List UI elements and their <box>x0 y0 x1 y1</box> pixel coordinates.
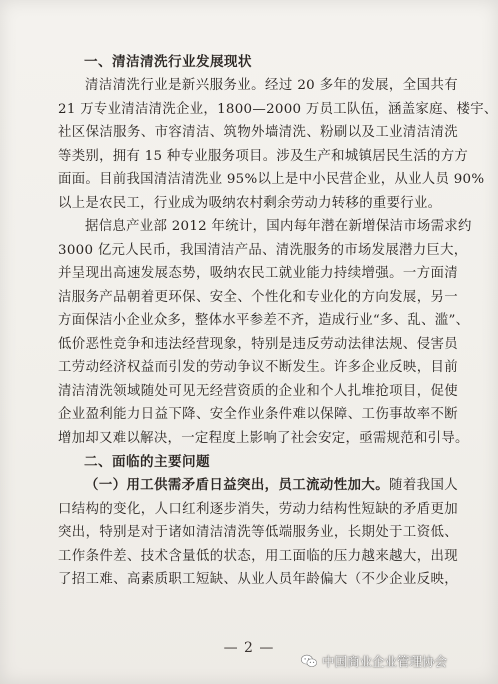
section-heading-1: 一、清洁清洗行业发展现状 <box>84 54 252 70</box>
text-line: 洁服务产品朝着更环保、安全、个性化和专业化的方向发展，另一 <box>58 289 458 305</box>
document-body <box>58 50 498 592</box>
text-line: 突出，特别是对于诸如清洁清洗等低端服务业，长期处于工资低、 <box>58 525 458 540</box>
watermark <box>300 652 447 670</box>
text-line: 3000 亿元人民币，我国清洁产品、清洗服务的市场发展潜力巨大， <box>58 242 468 258</box>
subheading-1-continuation: 随着我国人 <box>389 478 458 493</box>
text-line: 方面保洁小企业众多，整体水平参差不齐，造成行业“多、乱、滥”、 <box>58 313 470 328</box>
paragraph-1 <box>58 74 498 215</box>
wechat-icon <box>300 654 318 668</box>
text-line: 社区保洁服务、市容清洁、筑物外墙清洗、粉刷以及工业清洁清洗 <box>58 125 458 140</box>
watermark-text: 中国商业企业管理协会 <box>322 654 448 669</box>
text-line: 了招工难、高素质职工短缺、从业人员年龄偏大（不少企业反映， <box>58 572 458 587</box>
text-line: 清洁清洗行业是新兴服务业。经过 20 多年的发展，全国共有 <box>85 78 458 93</box>
text-line: 清洁清洗领域随处可见无经营资质的企业和个人扎堆抢项目，促使 <box>58 383 458 399</box>
text-line: 面面。目前我国清洁清洗业 95%以上是中小民营企业，从业人员 90% <box>58 172 485 187</box>
text-line: 以上是农民工，行业成为吸纳农村剩余劳动力转移的重要行业。 <box>58 195 442 211</box>
text-line: 21 万专业清洁清洗企业，1800—2000 万员工队伍，涵盖家庭、楼宇、 <box>58 101 498 117</box>
page-number: — 2 — <box>223 640 275 656</box>
text-line: 工作条件差、技术含量低的状态，用工面临的压力越来越大，出现 <box>58 548 458 564</box>
text-line: 口结构的变化，人口红利逐步消失，劳动力结构性短缺的矛盾更加 <box>58 501 458 517</box>
text-line: 据信息产业部 2012 年统计，国内每年潜在新增保洁市场需求约 <box>85 219 472 234</box>
text-line: 增加却又难以解决，一定程度上影响了社会安定，亟需规范和引导。 <box>58 430 469 446</box>
text-line: 低价恶性竞争和违法经营现象，特别是违反劳动法律法规、侵害员 <box>58 336 458 352</box>
paragraph-2 <box>58 215 472 450</box>
subheading-1: （一）用工供需矛盾日益突出，员工流动性加大。 <box>85 478 390 493</box>
section-heading-2: 二、面临的主要问题 <box>84 454 210 470</box>
text-line: 等类别，拥有 15 种专业服务项目。涉及生产和城镇居民生活的方方 <box>58 148 469 164</box>
text-line: 企业盈利能力日益下降、安全作业条件难以保障、工伤事故率不断 <box>58 407 458 422</box>
paragraph-3 <box>58 474 458 592</box>
text-line <box>58 474 458 498</box>
text-line: 工劳动经济权益而引发的劳动争议不断发生。许多企业反映，目前 <box>58 360 458 375</box>
text-line: 并呈现出高速发展态势，吸纳农民工就业能力持续增强。一方面清 <box>58 266 458 281</box>
